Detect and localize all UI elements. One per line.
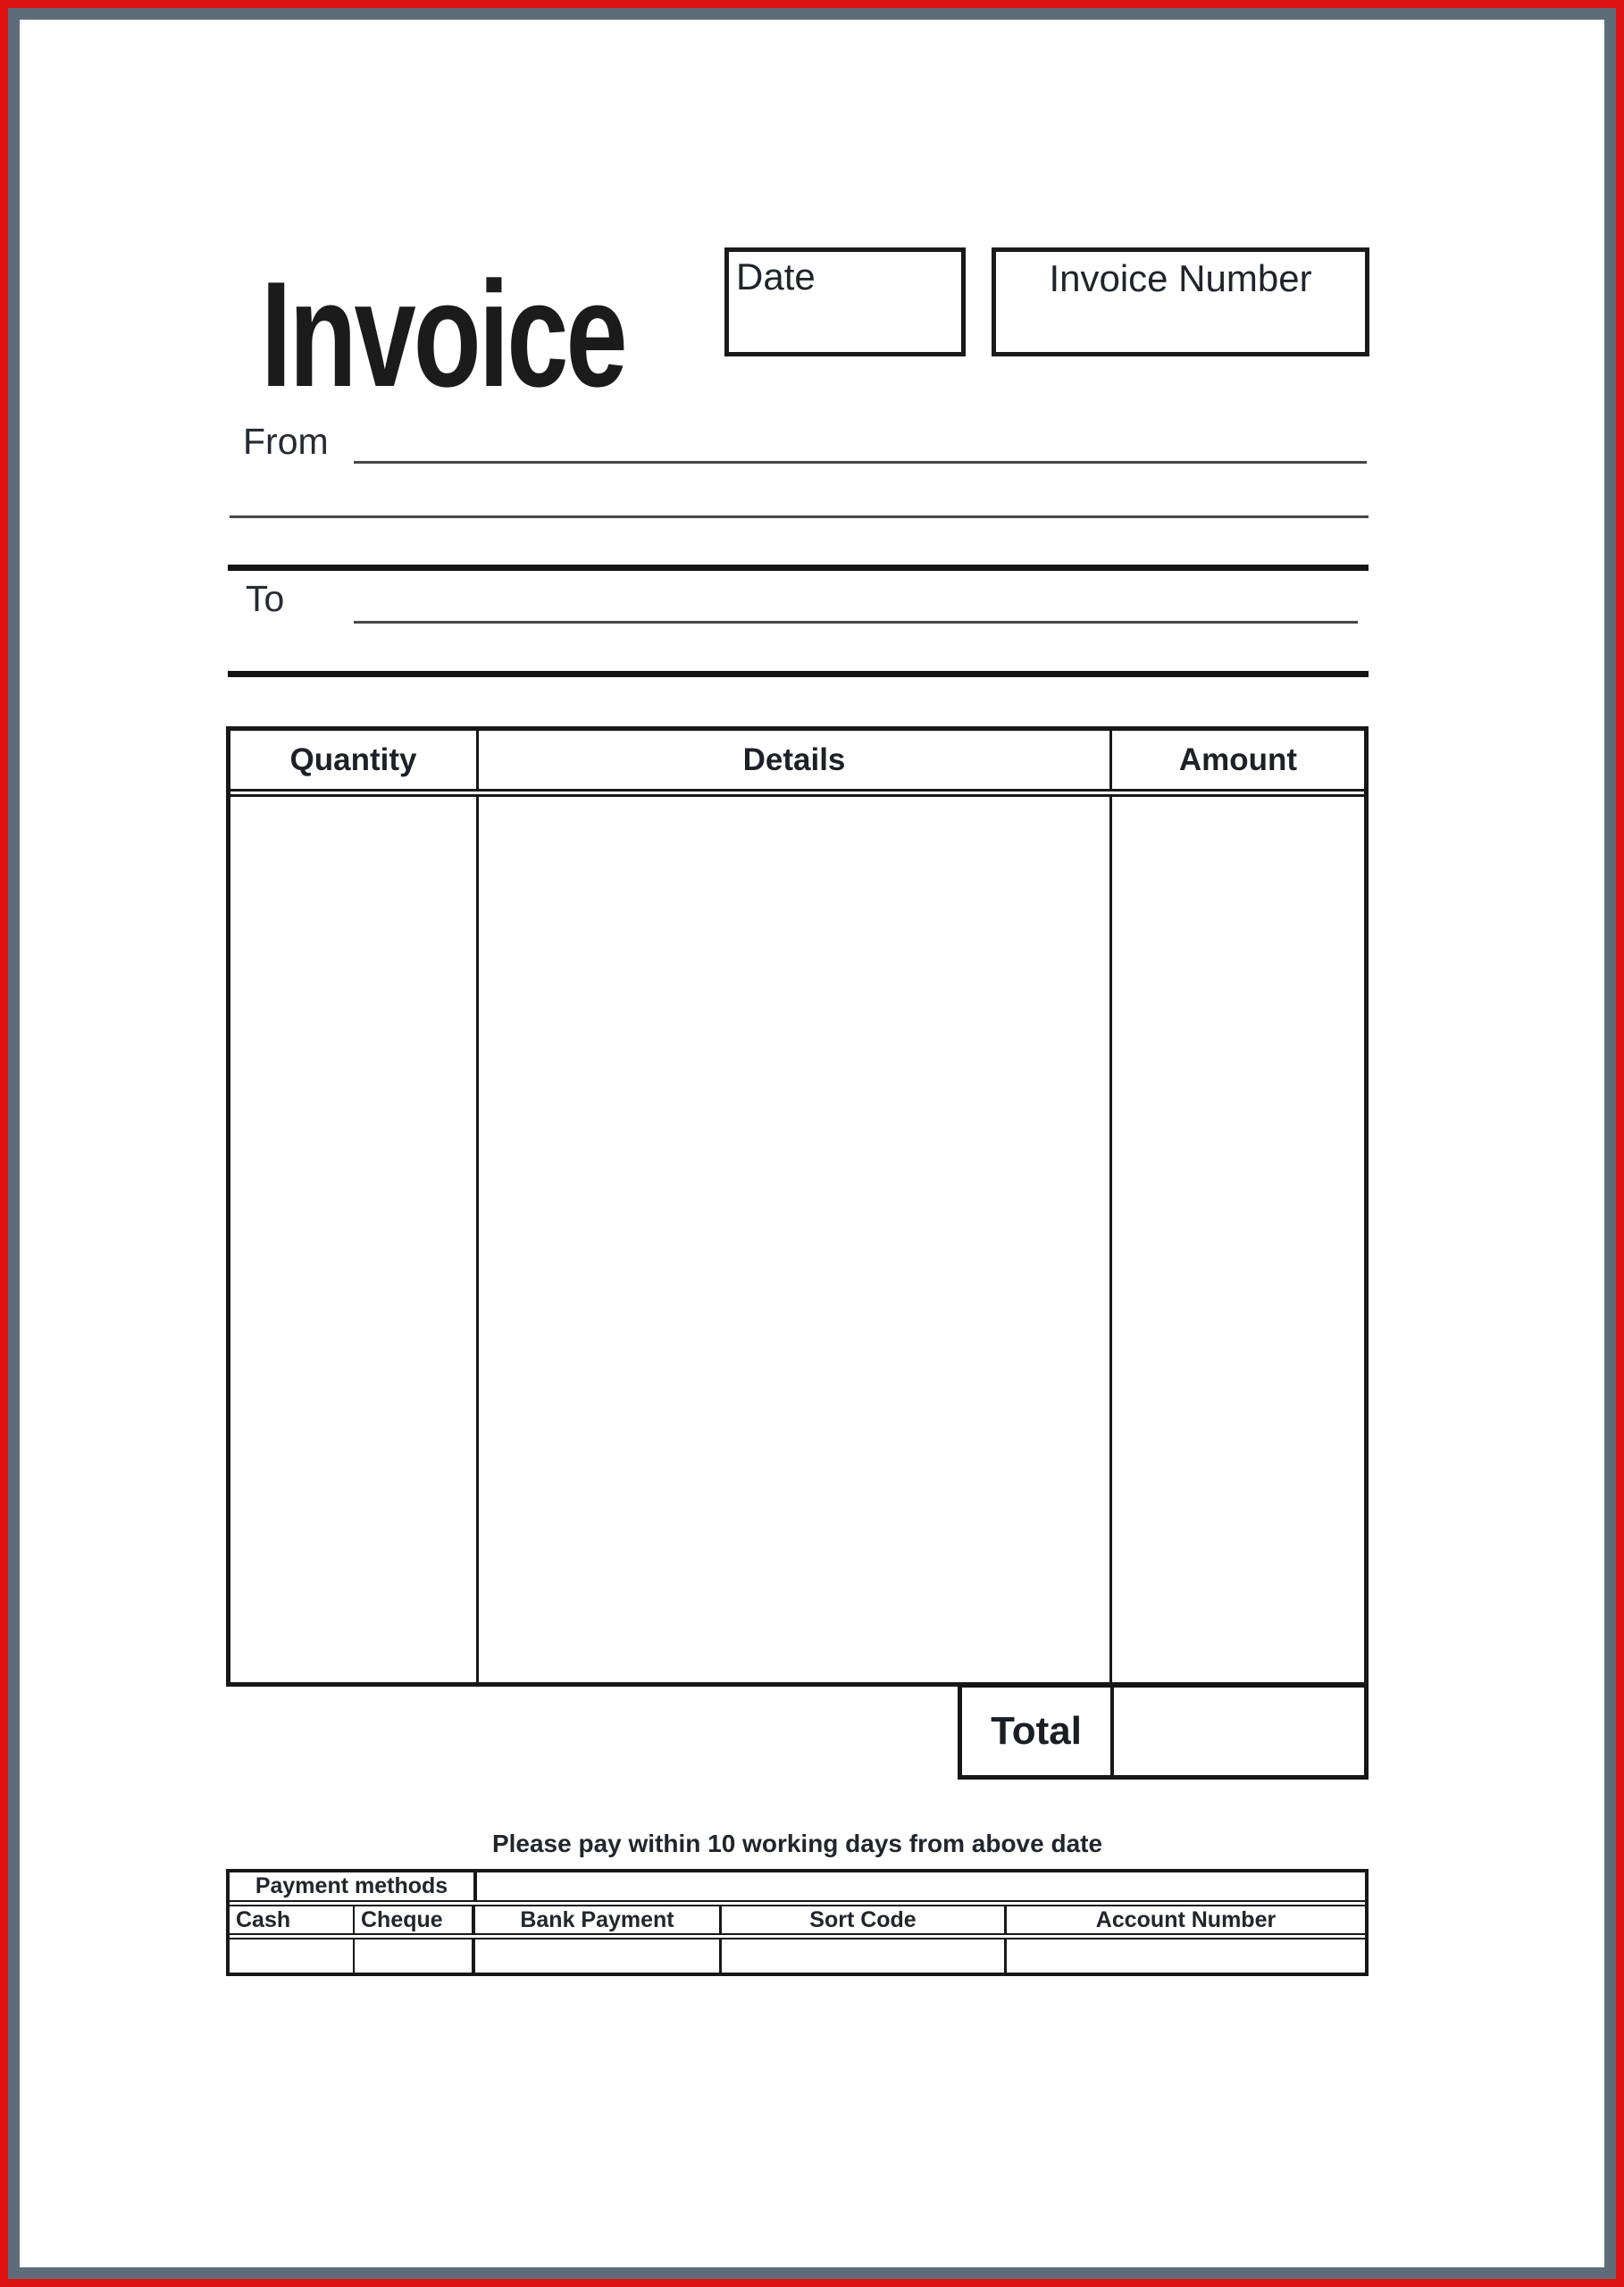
from-write-line-1[interactable] xyxy=(354,461,1367,464)
payment-column-cheque: Cheque xyxy=(355,1906,475,1933)
date-label: Date xyxy=(736,256,816,297)
amount-cell[interactable] xyxy=(1112,797,1364,1682)
payment-values-row xyxy=(230,1939,1365,1973)
from-write-line-2[interactable] xyxy=(230,515,1369,518)
items-body-row xyxy=(230,797,1364,1682)
from-label: From xyxy=(243,421,329,462)
column-header-quantity: Quantity xyxy=(230,731,479,789)
to-label: To xyxy=(246,578,285,619)
cash-value-cell[interactable] xyxy=(230,1939,355,1973)
payment-methods-label: Payment methods xyxy=(230,1872,477,1900)
items-table xyxy=(226,726,1369,1687)
to-write-line[interactable] xyxy=(354,621,1358,624)
bank-payment-value-cell[interactable] xyxy=(475,1939,722,1973)
invoice-number-label: Invoice Number xyxy=(1049,257,1312,299)
total-box xyxy=(958,1683,1369,1780)
payment-terms-note: Please pay within 10 working days from above date xyxy=(491,1830,1103,1857)
payment-columns-row xyxy=(230,1906,1365,1939)
account-number-value-cell[interactable] xyxy=(1007,1939,1365,1973)
quantity-cell[interactable] xyxy=(230,797,479,1682)
from-section-divider xyxy=(228,565,1369,571)
total-amount-cell[interactable] xyxy=(1114,1688,1364,1775)
items-header-row xyxy=(230,731,1364,797)
payment-column-bank-payment: Bank Payment xyxy=(475,1906,722,1933)
total-label: Total xyxy=(962,1688,1114,1775)
column-header-amount: Amount xyxy=(1178,741,1298,777)
payment-column-account-number: Account Number xyxy=(1095,1906,1277,1932)
invoice-number-value-area[interactable] xyxy=(996,303,1365,352)
date-box[interactable] xyxy=(724,247,966,356)
column-header-details: Details xyxy=(479,731,1112,789)
payment-methods-spacer-cell xyxy=(477,1872,1365,1900)
payment-methods-table xyxy=(226,1869,1369,1976)
date-value-area[interactable] xyxy=(729,303,961,352)
payment-methods-header-row xyxy=(230,1872,1365,1906)
details-cell[interactable] xyxy=(479,797,1112,1682)
page-title: Invoice xyxy=(261,250,625,418)
sort-code-value-cell[interactable] xyxy=(722,1939,1007,1973)
invoice-number-box[interactable] xyxy=(992,247,1369,356)
payment-column-cash: Cash xyxy=(230,1906,355,1933)
to-section-divider xyxy=(228,671,1369,677)
cheque-value-cell[interactable] xyxy=(355,1939,475,1973)
payment-column-sort-code: Sort Code xyxy=(722,1906,1007,1933)
